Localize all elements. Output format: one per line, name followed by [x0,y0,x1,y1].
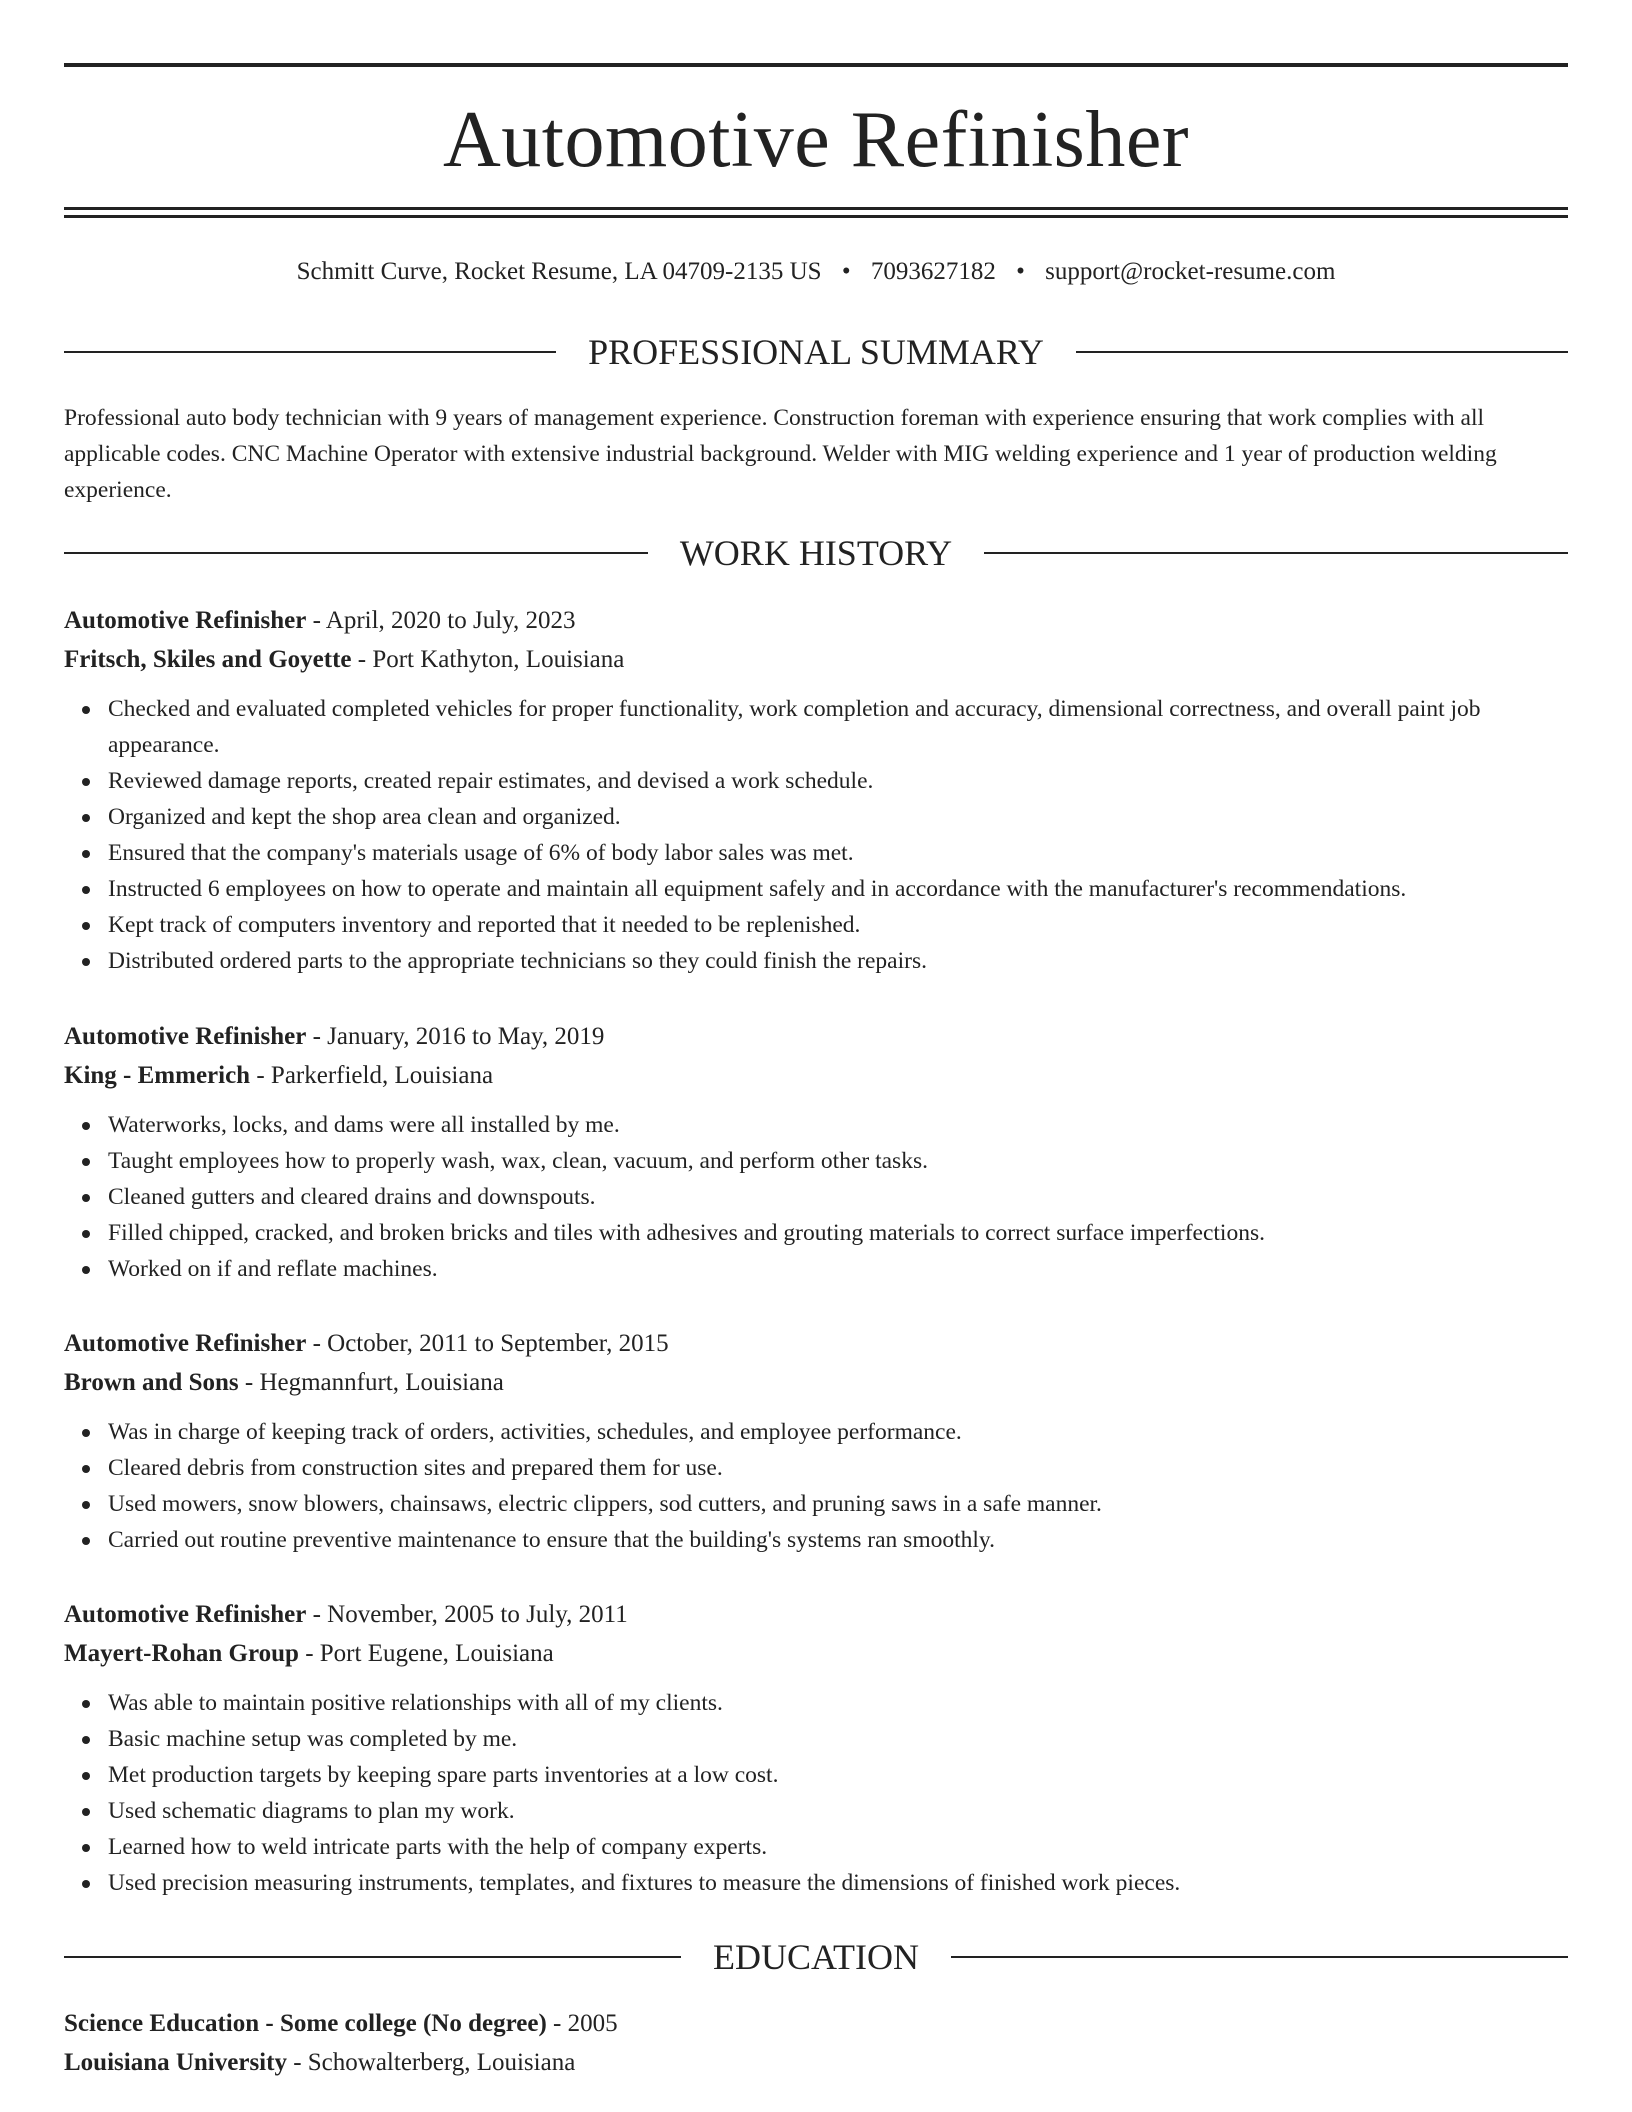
job-entry [64,1324,1568,1558]
list-item: Was in charge of keeping track of orders, activities, schedules, and employee performance. [108,1414,1568,1450]
contact-separator: • [1016,258,1025,285]
job-title-line [64,1595,1568,1634]
title-double-rule-bottom [64,215,1568,218]
job-bullets [64,1685,1568,1901]
job-location: - Port Kathyton, Louisiana [351,646,625,673]
education-degree-line [64,2004,1568,2043]
job-title-line [64,601,1568,640]
list-item: Used schematic diagrams to plan my work. [108,1793,1568,1829]
section-rule [951,1956,1568,1958]
job-bullets [64,691,1568,979]
contact-line [64,255,1568,289]
section-title: EDUCATION [713,1937,919,1977]
list-item: Learned how to weld intricate parts with the help of company experts. [108,1829,1568,1865]
job-dates: - April, 2020 to July, 2023 [306,607,576,634]
list-item: Taught employees how to properly wash, wax, clean, vacuum, and perform other tasks. [108,1143,1568,1179]
job-dates: - October, 2011 to September, 2015 [306,1330,669,1357]
contact-phone[interactable]: 7093627182 [870,258,996,285]
section-title: PROFESSIONAL SUMMARY [588,332,1044,372]
job-company-line [64,1363,1568,1402]
list-item: Used mowers, snow blowers, chainsaws, electric clippers, sod cutters, and pruning saws in a safe manner. [108,1486,1568,1522]
job-entry [64,601,1568,979]
list-item: Ensured that the company's materials usage of 6% of body labor sales was met. [108,835,1568,871]
list-item: Checked and evaluated completed vehicles for proper functionality, work completion and accuracy, dimensional correctness, and overall paint job appearance. [108,691,1568,763]
list-item: Carried out routine preventive maintenance to ensure that the building's systems ran smoothly. [108,1522,1568,1558]
job-bullets [64,1414,1568,1558]
section-title: WORK HISTORY [679,533,953,573]
section-rule [64,351,556,353]
section-heading-education [64,1935,1568,1979]
education-location: - Schowalterberg, Louisiana [286,2049,576,2076]
list-item: Basic machine setup was completed by me. [108,1721,1568,1757]
education-year: - 2005 [546,2010,618,2037]
education-school-line [64,2043,1568,2082]
section-heading-work-history [64,531,1568,575]
education-school: Louisiana University [64,2049,287,2076]
title-double-rule-top [64,207,1568,210]
section-rule [984,552,1568,554]
education-entry [64,2004,1568,2082]
job-title: Automotive Refinisher [64,1601,307,1628]
section-rule [64,552,648,554]
list-item: Distributed ordered parts to the appropriate technicians so they could finish the repairs. [108,943,1568,979]
list-item: Instructed 6 employees on how to operate and maintain all equipment safely and in accordance with the manufacturer's recommendations. [108,871,1568,907]
list-item: Reviewed damage reports, created repair estimates, and devised a work schedule. [108,763,1568,799]
job-entry [64,1595,1568,1901]
list-item: Filled chipped, cracked, and broken bricks and tiles with adhesives and grouting materials to correct surface imperfections. [108,1215,1568,1251]
job-location: - Hegmannfurt, Louisiana [238,1369,504,1396]
top-rule [64,63,1568,67]
section-rule [1076,351,1568,353]
resume-title: Automotive Refinisher [443,96,1189,184]
job-title: Automotive Refinisher [64,1330,307,1357]
job-title-line [64,1324,1568,1363]
job-title: Automotive Refinisher [64,607,307,634]
contact-address: Schmitt Curve, Rocket Resume, LA 04709-2135 US [296,258,822,285]
job-location: - Parkerfield, Louisiana [250,1062,494,1089]
job-company: Mayert-Rohan Group [64,1640,299,1667]
job-company-line [64,1056,1568,1095]
job-company: Fritsch, Skiles and Goyette [64,646,352,673]
summary-text: Professional auto body technician with 9 years of management experience. Construction foreman with experience ensuring that work complies with all applicable codes. CNC Machine Operator with extensive industrial background. Welder with MIG welding experience and 1 year of production welding experience. [64,405,1497,503]
list-item: Organized and kept the shop area clean and organized. [108,799,1568,835]
job-entry [64,1017,1568,1287]
education-degree: Science Education - Some college (No degree) [64,2010,547,2037]
job-company-line [64,1634,1568,1673]
contact-separator: • [841,258,851,285]
list-item: Cleared debris from construction sites and prepared them for use. [108,1450,1568,1486]
section-rule [64,1956,681,1958]
list-item: Worked on if and reflate machines. [108,1251,1568,1287]
list-item: Cleaned gutters and cleared drains and downspouts. [108,1179,1568,1215]
job-location: - Port Eugene, Louisiana [298,1640,554,1667]
list-item: Met production targets by keeping spare parts inventories at a low cost. [108,1757,1568,1793]
job-title: Automotive Refinisher [64,1023,307,1050]
list-item: Was able to maintain positive relationships with all of my clients. [108,1685,1568,1721]
list-item: Kept track of computers inventory and reported that it needed to be replenished. [108,907,1568,943]
section-heading-summary [64,330,1568,374]
job-company: King - Emmerich [64,1062,251,1089]
job-title-line [64,1017,1568,1056]
job-dates: - November, 2005 to July, 2011 [306,1601,628,1628]
list-item: Used precision measuring instruments, templates, and fixtures to measure the dimensions of finished work pieces. [108,1865,1568,1901]
list-item: Waterworks, locks, and dams were all installed by me. [108,1107,1568,1143]
contact-email[interactable]: support@rocket-resume.com [1045,258,1336,285]
job-bullets [64,1107,1568,1287]
job-dates: - January, 2016 to May, 2019 [306,1023,605,1050]
job-company-line [64,640,1568,679]
job-company: Brown and Sons [64,1369,239,1396]
